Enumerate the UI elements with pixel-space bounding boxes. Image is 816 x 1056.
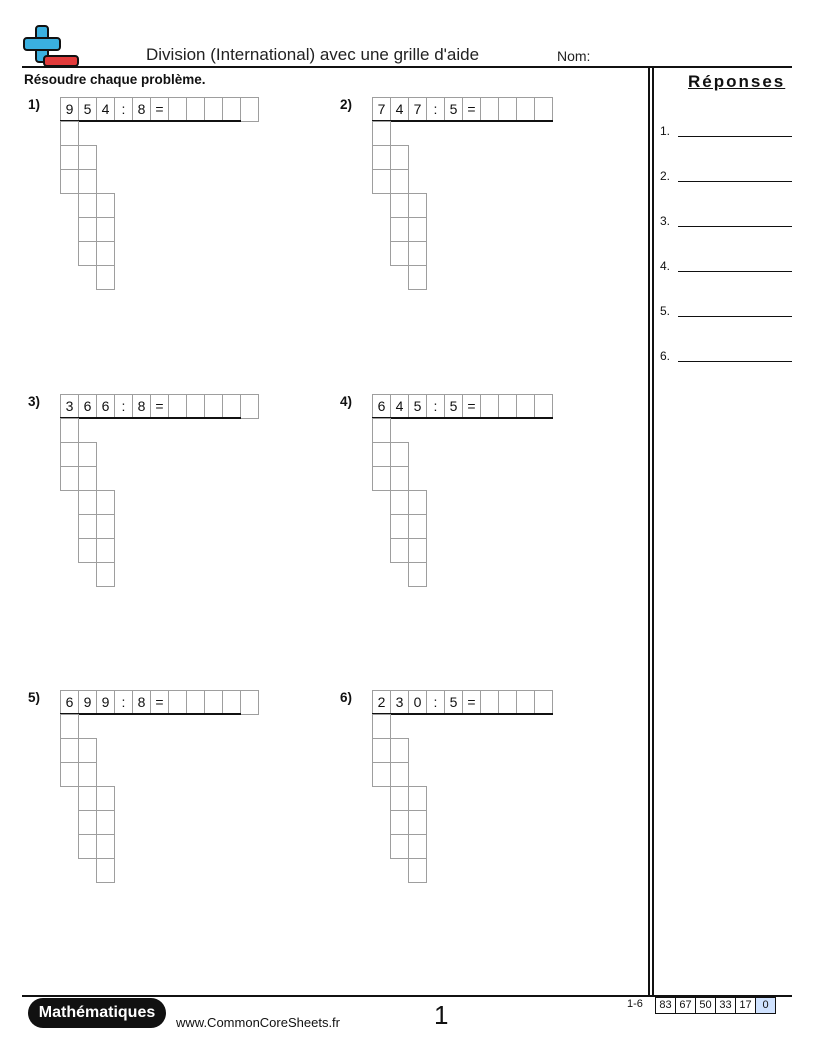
problem-3 — [28, 394, 328, 574]
score-table — [656, 997, 776, 1014]
quotient-cell[interactable] — [534, 394, 553, 419]
dividend-digit: 9 — [60, 97, 79, 122]
helper-grid-cell[interactable] — [78, 145, 97, 170]
quotient-cell[interactable] — [534, 690, 553, 715]
helper-grid-cell[interactable] — [60, 418, 79, 443]
dividend-digit: 4 — [390, 394, 409, 419]
answer-number: 5. — [660, 304, 671, 318]
quotient-cell[interactable] — [168, 97, 187, 122]
equals-sign: = — [462, 394, 481, 419]
dividend-underline — [372, 713, 553, 715]
helper-grid-cell[interactable] — [408, 810, 427, 835]
helper-grid-cell[interactable] — [78, 442, 97, 467]
quotient-cell[interactable] — [516, 394, 535, 419]
quotient-cell[interactable] — [222, 97, 241, 122]
dividend-digit: 6 — [60, 690, 79, 715]
quotient-cell[interactable] — [186, 394, 205, 419]
helper-grid-cell[interactable] — [372, 714, 391, 739]
helper-grid-cell[interactable] — [96, 514, 115, 539]
dividend-digit: 7 — [408, 97, 427, 122]
problem-6 — [340, 690, 640, 870]
helper-grid-cell[interactable] — [390, 738, 409, 763]
helper-grid-cell[interactable] — [78, 834, 97, 859]
plus-minus-icon — [22, 24, 80, 68]
helper-grid-cell[interactable] — [408, 490, 427, 515]
problem-number: 5) — [28, 690, 41, 705]
quotient-cell[interactable] — [204, 97, 223, 122]
divisor-digit: 8 — [132, 690, 151, 715]
helper-grid-cell[interactable] — [408, 786, 427, 811]
helper-grid-cell[interactable] — [372, 466, 391, 491]
answer-blank[interactable] — [678, 361, 792, 362]
helper-grid-cell[interactable] — [408, 834, 427, 859]
helper-grid-cell[interactable] — [78, 217, 97, 242]
helper-grid-cell[interactable] — [408, 514, 427, 539]
helper-grid-cell[interactable] — [390, 442, 409, 467]
instruction-text: Résoudre chaque problème. — [24, 72, 206, 87]
helper-grid-cell[interactable] — [96, 241, 115, 266]
dividend-underline — [60, 417, 241, 419]
score-cell: 50 — [695, 997, 716, 1014]
helper-grid-cell[interactable] — [390, 762, 409, 787]
problem-number: 3) — [28, 394, 41, 409]
quotient-cell[interactable] — [186, 690, 205, 715]
quotient-cell[interactable] — [516, 97, 535, 122]
quotient-cell[interactable] — [516, 690, 535, 715]
helper-grid-cell[interactable] — [96, 810, 115, 835]
division-sign: : — [114, 394, 133, 419]
answer-number: 6. — [660, 349, 671, 363]
helper-grid-cell[interactable] — [78, 762, 97, 787]
helper-grid-cell[interactable] — [96, 834, 115, 859]
quotient-cell[interactable] — [222, 394, 241, 419]
quotient-cell[interactable] — [498, 690, 517, 715]
helper-grid-cell[interactable] — [78, 193, 97, 218]
dividend-digit: 5 — [78, 97, 97, 122]
helper-grid-cell[interactable] — [408, 241, 427, 266]
divisor-digit: 5 — [444, 97, 463, 122]
helper-grid-cell[interactable] — [408, 538, 427, 563]
answer-number: 3. — [660, 214, 671, 228]
helper-grid-cell[interactable] — [60, 738, 79, 763]
quotient-cell[interactable] — [534, 97, 553, 122]
helper-grid-cell[interactable] — [78, 810, 97, 835]
dividend-underline — [372, 417, 553, 419]
helper-grid-cell[interactable] — [96, 538, 115, 563]
helper-grid-cell[interactable] — [60, 145, 79, 170]
divisor-digit: 5 — [444, 394, 463, 419]
dividend-digit: 3 — [60, 394, 79, 419]
division-sign: : — [426, 97, 445, 122]
division-sign: : — [426, 690, 445, 715]
problem-1 — [28, 97, 328, 277]
problem-number: 6) — [340, 690, 353, 705]
quotient-cell[interactable] — [240, 97, 259, 122]
answer-blank[interactable] — [678, 226, 792, 227]
dividend-digit: 5 — [408, 394, 427, 419]
helper-grid-cell[interactable] — [390, 834, 409, 859]
score-cell: 83 — [655, 997, 676, 1014]
helper-grid-cell[interactable] — [60, 762, 79, 787]
quotient-cell[interactable] — [240, 690, 259, 715]
helper-grid-cell[interactable] — [78, 514, 97, 539]
equals-sign: = — [150, 97, 169, 122]
helper-grid-cell[interactable] — [390, 514, 409, 539]
dividend-underline — [372, 120, 553, 122]
answer-number: 4. — [660, 259, 671, 273]
score-cell: 67 — [675, 997, 696, 1014]
division-sign: : — [426, 394, 445, 419]
helper-grid-cell[interactable] — [96, 490, 115, 515]
dividend-digit: 7 — [372, 97, 391, 122]
helper-grid-cell[interactable] — [372, 169, 391, 194]
helper-grid-cell[interactable] — [78, 466, 97, 491]
dividend-digit: 4 — [390, 97, 409, 122]
helper-grid-cell[interactable] — [390, 786, 409, 811]
score-cell: 33 — [715, 997, 736, 1014]
helper-grid-cell[interactable] — [60, 169, 79, 194]
helper-grid-cell[interactable] — [96, 786, 115, 811]
helper-grid-cell[interactable] — [390, 490, 409, 515]
helper-grid-cell[interactable] — [372, 738, 391, 763]
problem-number: 1) — [28, 97, 41, 112]
problem-2 — [340, 97, 640, 277]
divisor-digit: 8 — [132, 97, 151, 122]
dividend-underline — [60, 713, 241, 715]
dividend-digit: 3 — [390, 690, 409, 715]
quotient-cell[interactable] — [222, 690, 241, 715]
helper-grid-cell[interactable] — [96, 265, 115, 290]
score-range-label: 1-6 — [627, 998, 643, 1010]
score-cell: 0 — [755, 997, 776, 1014]
answer-number: 2. — [660, 169, 671, 183]
helper-grid-cell[interactable] — [372, 762, 391, 787]
helper-grid-cell[interactable] — [408, 265, 427, 290]
helper-grid-cell[interactable] — [390, 538, 409, 563]
dividend-digit: 6 — [372, 394, 391, 419]
helper-grid-cell[interactable] — [372, 121, 391, 146]
equals-sign: = — [462, 690, 481, 715]
answer-blank[interactable] — [678, 316, 792, 317]
problem-number: 4) — [340, 394, 353, 409]
page-number: 1 — [434, 1000, 449, 1030]
helper-grid-cell[interactable] — [390, 193, 409, 218]
site-url: www.CommonCoreSheets.fr — [176, 1015, 340, 1030]
helper-grid-cell[interactable] — [372, 442, 391, 467]
answer-number: 1. — [660, 124, 671, 138]
answer-blank[interactable] — [678, 181, 792, 182]
helper-grid-cell[interactable] — [60, 442, 79, 467]
helper-grid-cell[interactable] — [78, 241, 97, 266]
dividend-digit: 9 — [78, 690, 97, 715]
quotient-cell[interactable] — [168, 394, 187, 419]
helper-grid-cell[interactable] — [96, 858, 115, 883]
quotient-cell[interactable] — [168, 690, 187, 715]
name-label: Nom: — [557, 48, 591, 64]
helper-grid-cell[interactable] — [408, 858, 427, 883]
helper-grid-cell[interactable] — [390, 217, 409, 242]
divisor-digit: 5 — [444, 690, 463, 715]
helper-grid-cell[interactable] — [60, 466, 79, 491]
helper-grid-cell[interactable] — [60, 714, 79, 739]
answer-blank[interactable] — [678, 271, 792, 272]
answer-panel-divider — [652, 66, 654, 996]
problem-4 — [340, 394, 640, 574]
helper-grid-cell[interactable] — [78, 538, 97, 563]
helper-grid-cell[interactable] — [390, 169, 409, 194]
helper-grid-cell[interactable] — [390, 145, 409, 170]
equals-sign: = — [150, 690, 169, 715]
quotient-cell[interactable] — [204, 394, 223, 419]
equals-sign: = — [150, 394, 169, 419]
dividend-digit: 6 — [78, 394, 97, 419]
helper-grid-cell[interactable] — [96, 217, 115, 242]
helper-grid-cell[interactable] — [96, 562, 115, 587]
helper-grid-cell[interactable] — [78, 490, 97, 515]
division-sign: : — [114, 97, 133, 122]
dividend-underline — [60, 120, 241, 122]
helper-grid-cell[interactable] — [78, 738, 97, 763]
helper-grid-cell[interactable] — [390, 241, 409, 266]
quotient-cell[interactable] — [480, 690, 499, 715]
helper-grid-cell[interactable] — [408, 193, 427, 218]
quotient-cell[interactable] — [498, 394, 517, 419]
header-divider — [22, 66, 792, 68]
division-sign: : — [114, 690, 133, 715]
subject-badge: Mathématiques — [28, 998, 166, 1028]
dividend-digit: 9 — [96, 690, 115, 715]
helper-grid-cell[interactable] — [390, 810, 409, 835]
quotient-cell[interactable] — [186, 97, 205, 122]
quotient-cell[interactable] — [498, 97, 517, 122]
score-cell: 17 — [735, 997, 756, 1014]
problem-number: 2) — [340, 97, 353, 112]
page-title: Division (International) avec une grille d'aide — [146, 45, 480, 64]
helper-grid-cell[interactable] — [372, 145, 391, 170]
helper-grid-cell[interactable] — [390, 466, 409, 491]
problem-5 — [28, 690, 328, 870]
divisor-digit: 8 — [132, 394, 151, 419]
answer-blank[interactable] — [678, 136, 792, 137]
dividend-digit: 0 — [408, 690, 427, 715]
helper-grid-cell[interactable] — [408, 562, 427, 587]
dividend-digit: 6 — [96, 394, 115, 419]
equals-sign: = — [462, 97, 481, 122]
dividend-digit: 2 — [372, 690, 391, 715]
helper-grid-cell[interactable] — [372, 418, 391, 443]
answer-panel-divider — [648, 66, 650, 996]
helper-grid-cell[interactable] — [408, 217, 427, 242]
helper-grid-cell[interactable] — [78, 169, 97, 194]
quotient-cell[interactable] — [204, 690, 223, 715]
quotient-cell[interactable] — [480, 394, 499, 419]
dividend-digit: 4 — [96, 97, 115, 122]
quotient-cell[interactable] — [480, 97, 499, 122]
answers-title: Réponses — [688, 72, 786, 91]
helper-grid-cell[interactable] — [78, 786, 97, 811]
helper-grid-cell[interactable] — [60, 121, 79, 146]
helper-grid-cell[interactable] — [96, 193, 115, 218]
quotient-cell[interactable] — [240, 394, 259, 419]
